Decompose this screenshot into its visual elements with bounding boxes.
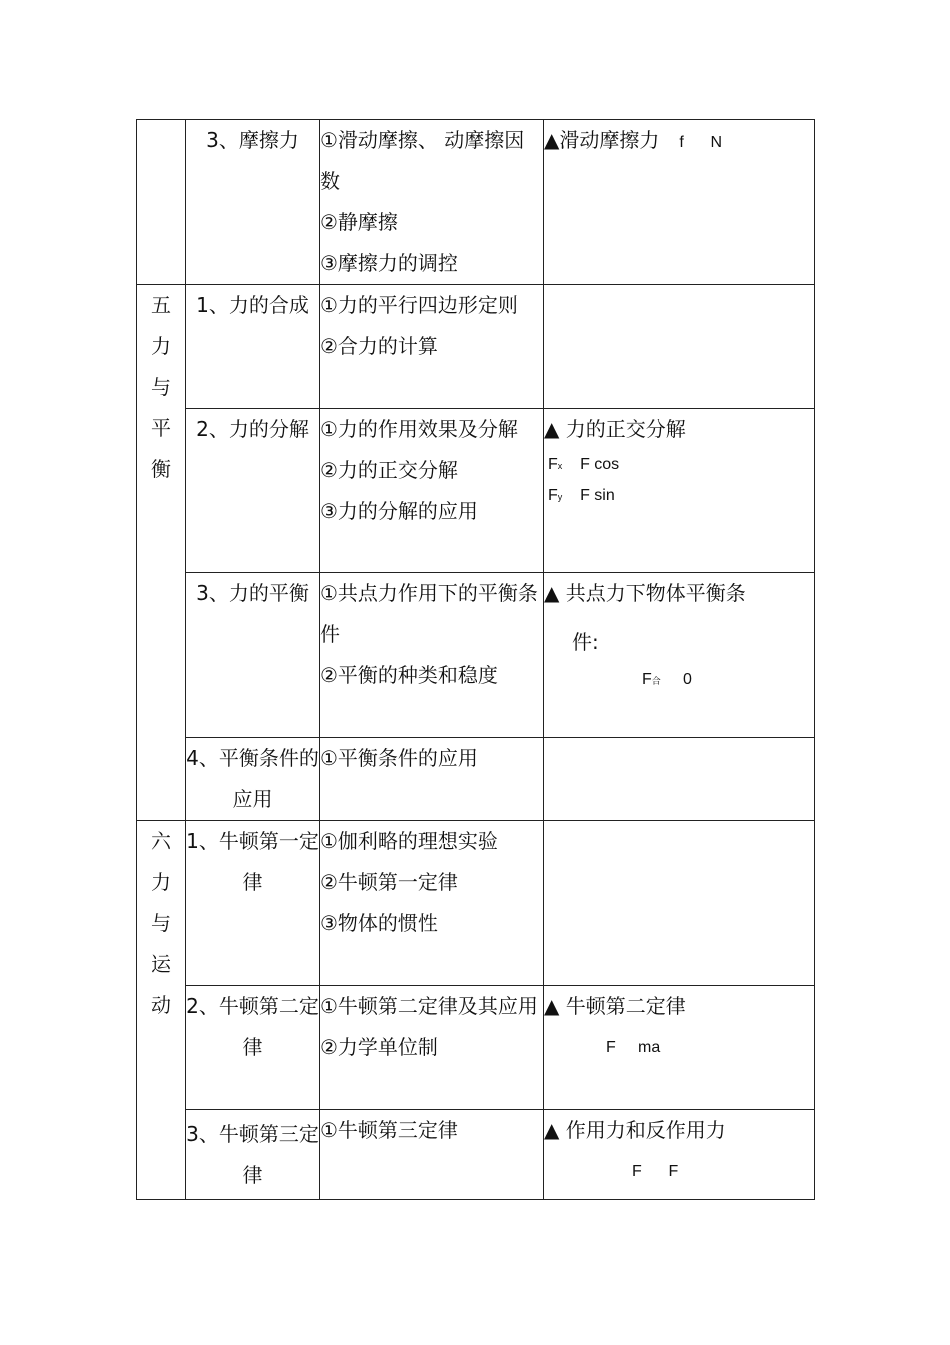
notes-cell (544, 738, 815, 821)
formula-text: 0 (660, 671, 692, 688)
point-item: ②牛顿第一定律 (320, 870, 458, 894)
section-label: 1、牛顿第一定律 (186, 829, 319, 894)
note-title: ▲ 共点力下物体平衡条 (544, 581, 746, 605)
note-title (544, 120, 814, 163)
section-cell (186, 821, 320, 986)
notes-cell (544, 1110, 815, 1200)
section-label: 3、力的平衡 (196, 581, 309, 605)
table-row (137, 821, 815, 986)
table-row (137, 285, 815, 409)
point-item: ①牛顿第二定律及其应用 (320, 994, 538, 1018)
section-label: 3、牛顿第三定律 (186, 1122, 319, 1187)
section-cell (186, 409, 320, 573)
formula-line: F ma (606, 1039, 661, 1056)
note-title: ▲ 作用力和反作用力 (544, 1118, 726, 1142)
formula-text: F cos (562, 456, 620, 473)
section-cell (186, 986, 320, 1110)
section-label: 2、力的分解 (196, 417, 309, 441)
notes-cell (544, 409, 815, 573)
points-cell (320, 120, 544, 285)
point-item: ①共点力作用下的平衡条件 (320, 581, 538, 646)
point-item: ①伽利略的理想实验 (320, 829, 498, 853)
section-label: 4、平衡条件的应用 (186, 746, 319, 811)
table-row (137, 120, 815, 285)
outline-table (136, 119, 815, 1200)
note-title: ▲ 牛顿第二定律 (544, 994, 686, 1018)
point-item: ③物体的惯性 (320, 911, 438, 935)
formula-text: F (548, 456, 558, 473)
note-title-continued: 件: (572, 630, 599, 654)
section-cell (186, 738, 320, 821)
points-cell (320, 285, 544, 409)
points-cell (320, 738, 544, 821)
point-item: ①平衡条件的应用 (320, 746, 478, 770)
formula-text: f N (679, 134, 723, 151)
notes-cell (544, 120, 815, 285)
note-title: ▲ 力的正交分解 (544, 417, 686, 441)
chapter-title: 六力与运动 (151, 829, 171, 1017)
section-label: 2、牛顿第二定律 (186, 994, 319, 1059)
notes-cell (544, 986, 815, 1110)
section-cell (186, 1110, 320, 1200)
formula-line: F F (632, 1163, 679, 1180)
notes-cell (544, 573, 815, 738)
formula-subscript: y (557, 492, 563, 502)
point-item: ②合力的计算 (320, 334, 438, 358)
point-item: ③摩擦力的调控 (320, 251, 458, 275)
point-item: ②平衡的种类和稳度 (320, 663, 498, 687)
formula-text: F (642, 671, 652, 688)
section-cell (186, 573, 320, 738)
points-cell (320, 409, 544, 573)
table-row (137, 738, 815, 821)
chapter-cell (137, 285, 186, 821)
points-cell (320, 986, 544, 1110)
table-row (137, 1110, 815, 1200)
formula-line (548, 450, 814, 481)
formula-line (548, 481, 814, 512)
formula-text: F (548, 487, 558, 504)
chapter-title: 五力与平衡 (151, 293, 171, 481)
point-item: ③力的分解的应用 (320, 499, 478, 523)
point-item: ①力的作用效果及分解 (320, 417, 518, 441)
table-row (137, 409, 815, 573)
notes-cell (544, 821, 815, 986)
points-cell (320, 573, 544, 738)
point-item: ①力的平行四边形定则 (320, 293, 518, 317)
point-item: ②力学单位制 (320, 1035, 438, 1059)
point-item: ①滑动摩擦、 动摩擦因数 (320, 128, 525, 193)
section-cell (186, 120, 320, 285)
point-item: ②力的正交分解 (320, 458, 458, 482)
formula-line (642, 665, 814, 696)
point-item: ②静摩擦 (320, 210, 398, 234)
formula-text: F sin (562, 487, 615, 504)
points-cell (320, 1110, 544, 1200)
note-title-text: ▲滑动摩擦力 (544, 128, 660, 152)
section-cell (186, 285, 320, 409)
table-row (137, 986, 815, 1110)
section-label: 3、摩擦力 (206, 128, 299, 152)
points-cell (320, 821, 544, 986)
point-item: ①牛顿第三定律 (320, 1118, 458, 1142)
formula-subscript: 合 (651, 676, 661, 686)
chapter-cell-empty (137, 120, 186, 285)
table-row (137, 573, 815, 738)
formula-subscript: x (557, 461, 563, 471)
notes-cell (544, 285, 815, 409)
section-label: 1、力的合成 (196, 293, 309, 317)
chapter-cell (137, 821, 186, 1200)
